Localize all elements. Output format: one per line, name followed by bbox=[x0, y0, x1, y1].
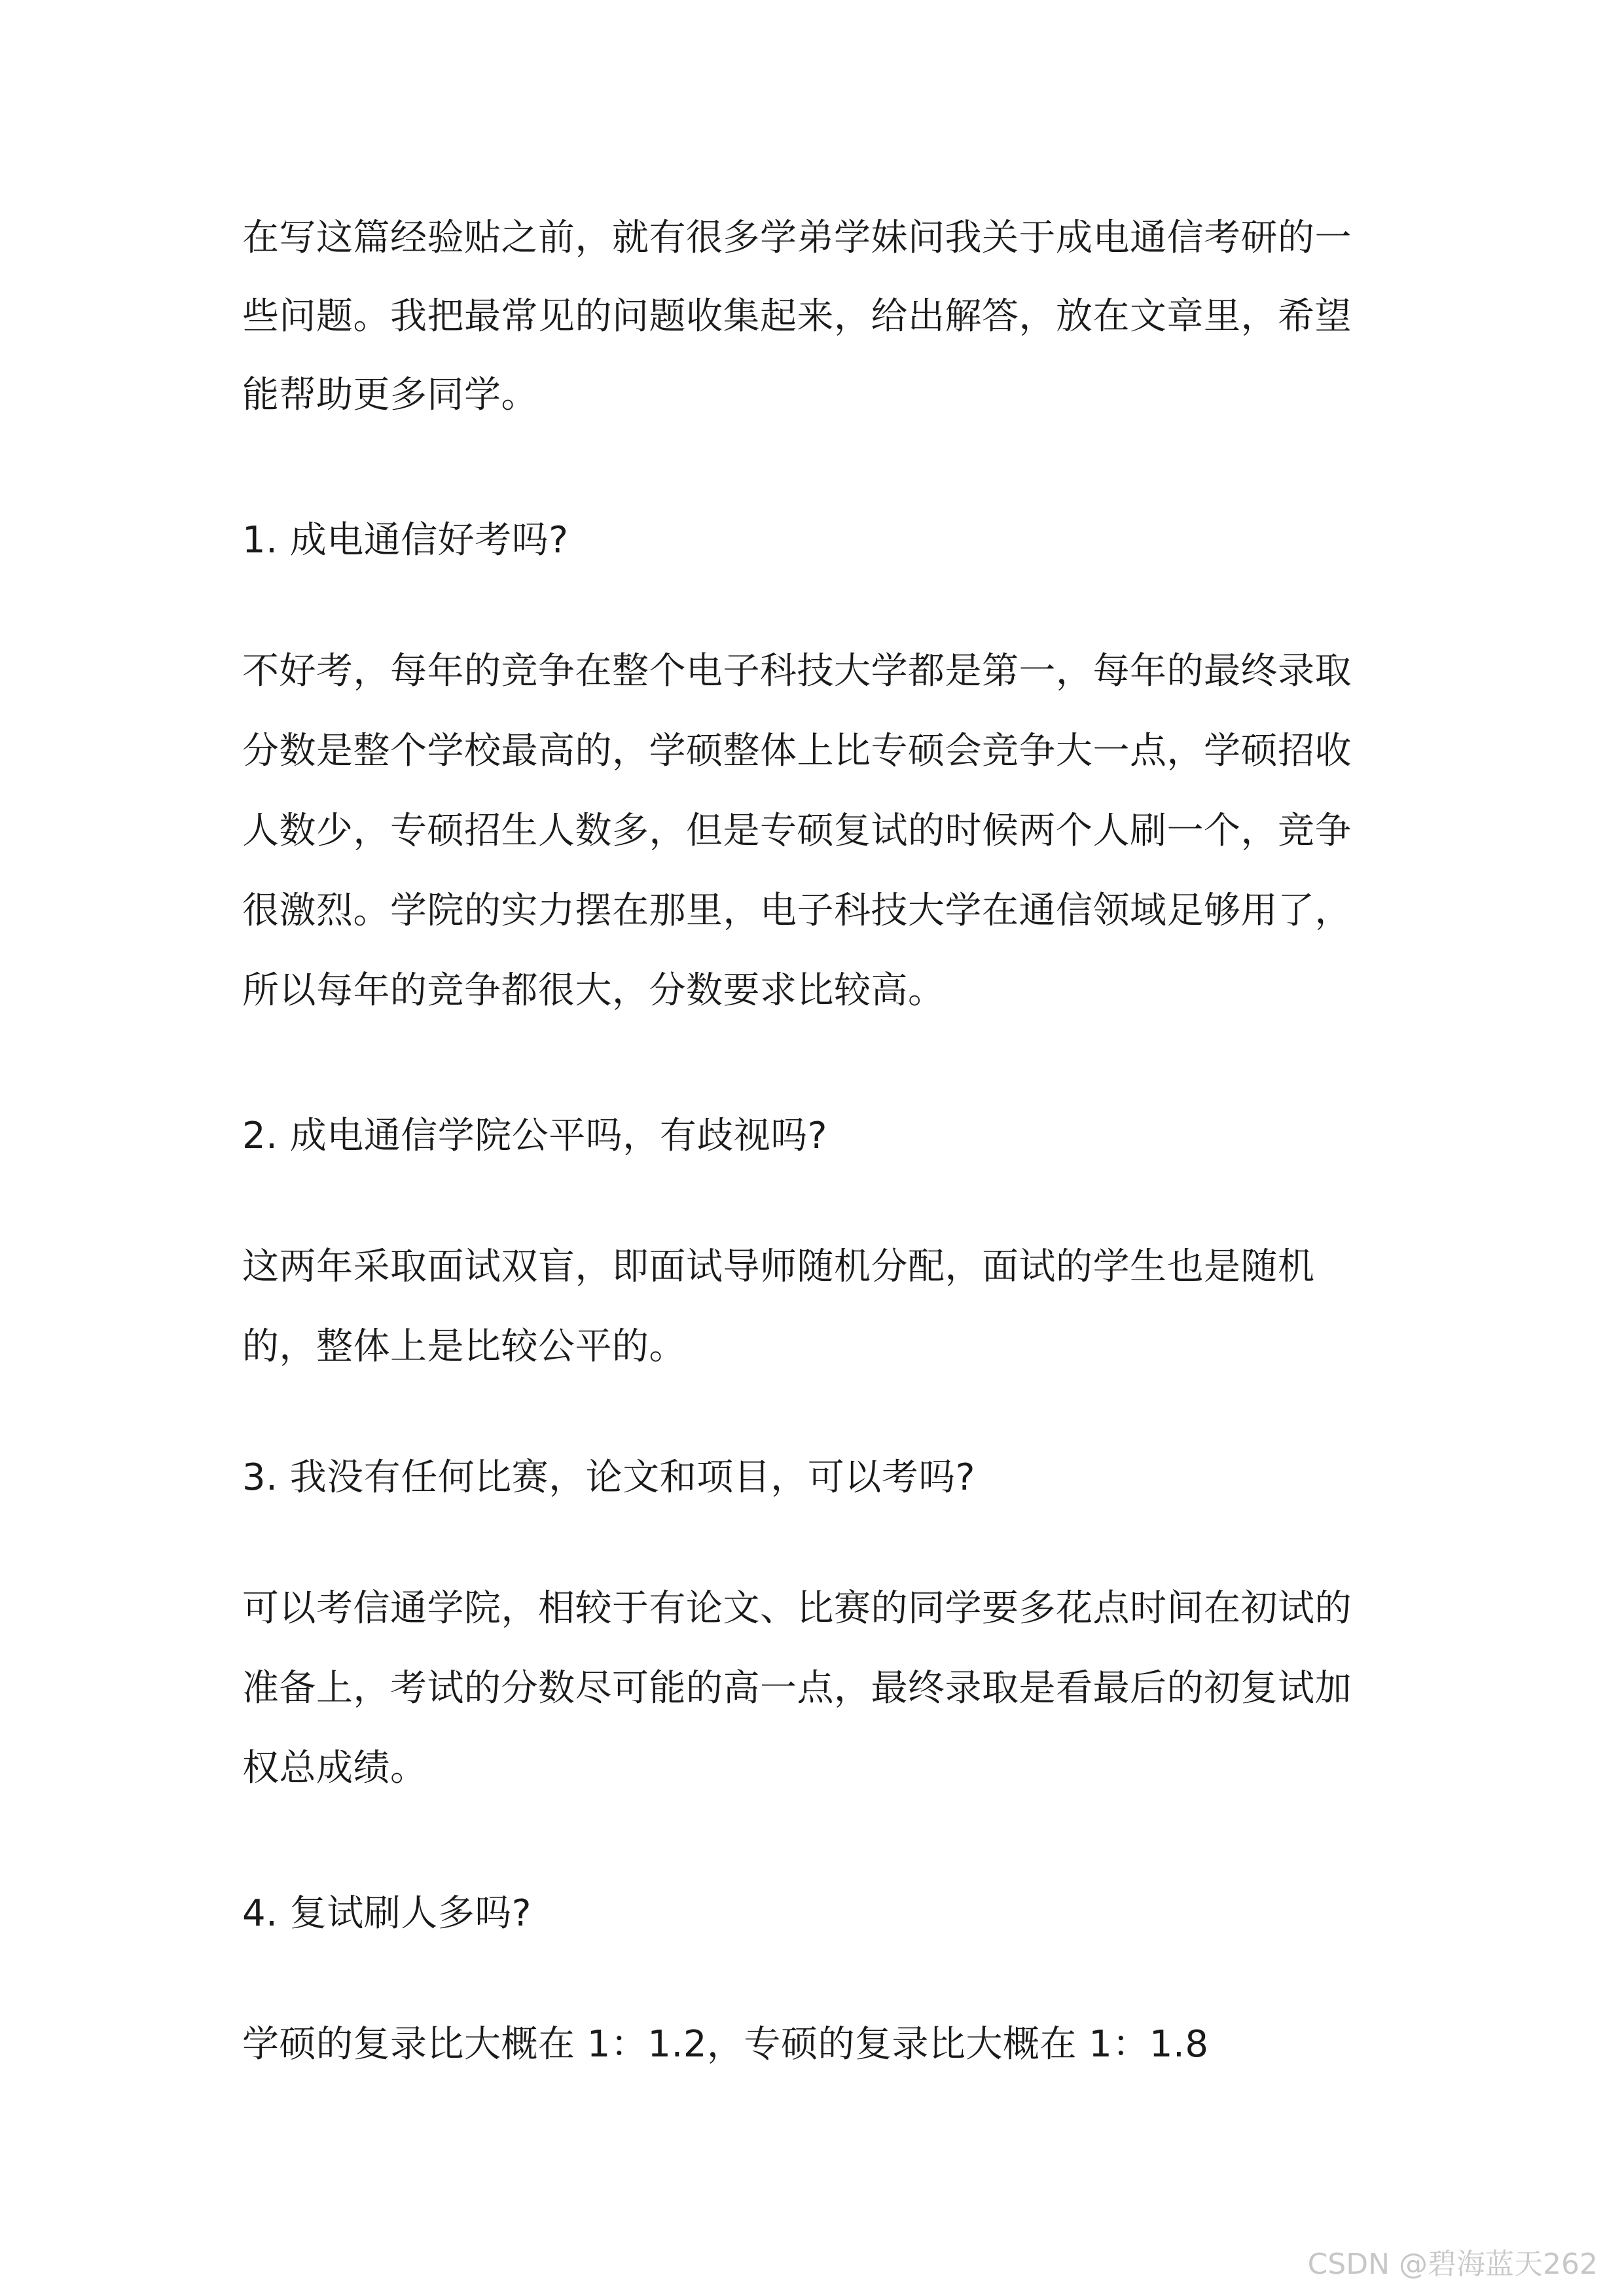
question-3: 3. 我没有任何比赛，论文和项目，可以考吗? bbox=[242, 1456, 975, 1499]
question-4: 4. 复试刷人多吗? bbox=[242, 1892, 532, 1935]
answer-4-line-1: 学硕的复录比大概在 1：1.2，专硕的复录比大概在 1：1.8 bbox=[242, 2023, 1209, 2066]
answer-3-line-3: 权总成绩。 bbox=[242, 1747, 427, 1789]
answer-3-line-1: 可以考信通学院，相较于有论文、比赛的同学要多花点时间在初试的 bbox=[242, 1587, 1352, 1630]
answer-1-line-4: 很激烈。学院的实力摆在那里，电子科技大学在通信领域足够用了， bbox=[242, 889, 1352, 932]
csdn-watermark: CSDN @碧海蓝天262 bbox=[1307, 2248, 1598, 2281]
question-1: 1. 成电通信好考吗? bbox=[242, 519, 569, 562]
answer-3-line-2: 准备上，考试的分数尽可能的高一点，最终录取是看最后的初复试加 bbox=[242, 1667, 1352, 1710]
intro-line-3: 能帮助更多同学。 bbox=[242, 374, 538, 416]
answer-2-line-1: 这两年采取面试双盲，即面试导师随机分配，面试的学生也是随机 bbox=[242, 1246, 1315, 1288]
answer-2-line-2: 的，整体上是比较公平的。 bbox=[242, 1325, 686, 1368]
intro-line-2: 些问题。我把最常见的问题收集起来，给出解答，放在文章里，希望 bbox=[242, 295, 1352, 338]
intro-line-1: 在写这篇经验贴之前，就有很多学弟学妹问我关于成电通信考研的一 bbox=[242, 217, 1352, 259]
answer-1-line-5: 所以每年的竞争都很大，分数要求比较高。 bbox=[242, 969, 945, 1012]
question-2: 2. 成电通信学院公平吗，有歧视吗? bbox=[242, 1115, 827, 1157]
answer-1-line-2: 分数是整个学校最高的，学硕整体上比专硕会竞争大一点，学硕招收 bbox=[242, 730, 1352, 772]
answer-1-line-3: 人数少，专硕招生人数多，但是专硕复试的时候两个人刷一个，竞争 bbox=[242, 810, 1352, 852]
answer-1-line-1: 不好考，每年的竞争在整个电子科技大学都是第一，每年的最终录取 bbox=[242, 650, 1352, 692]
